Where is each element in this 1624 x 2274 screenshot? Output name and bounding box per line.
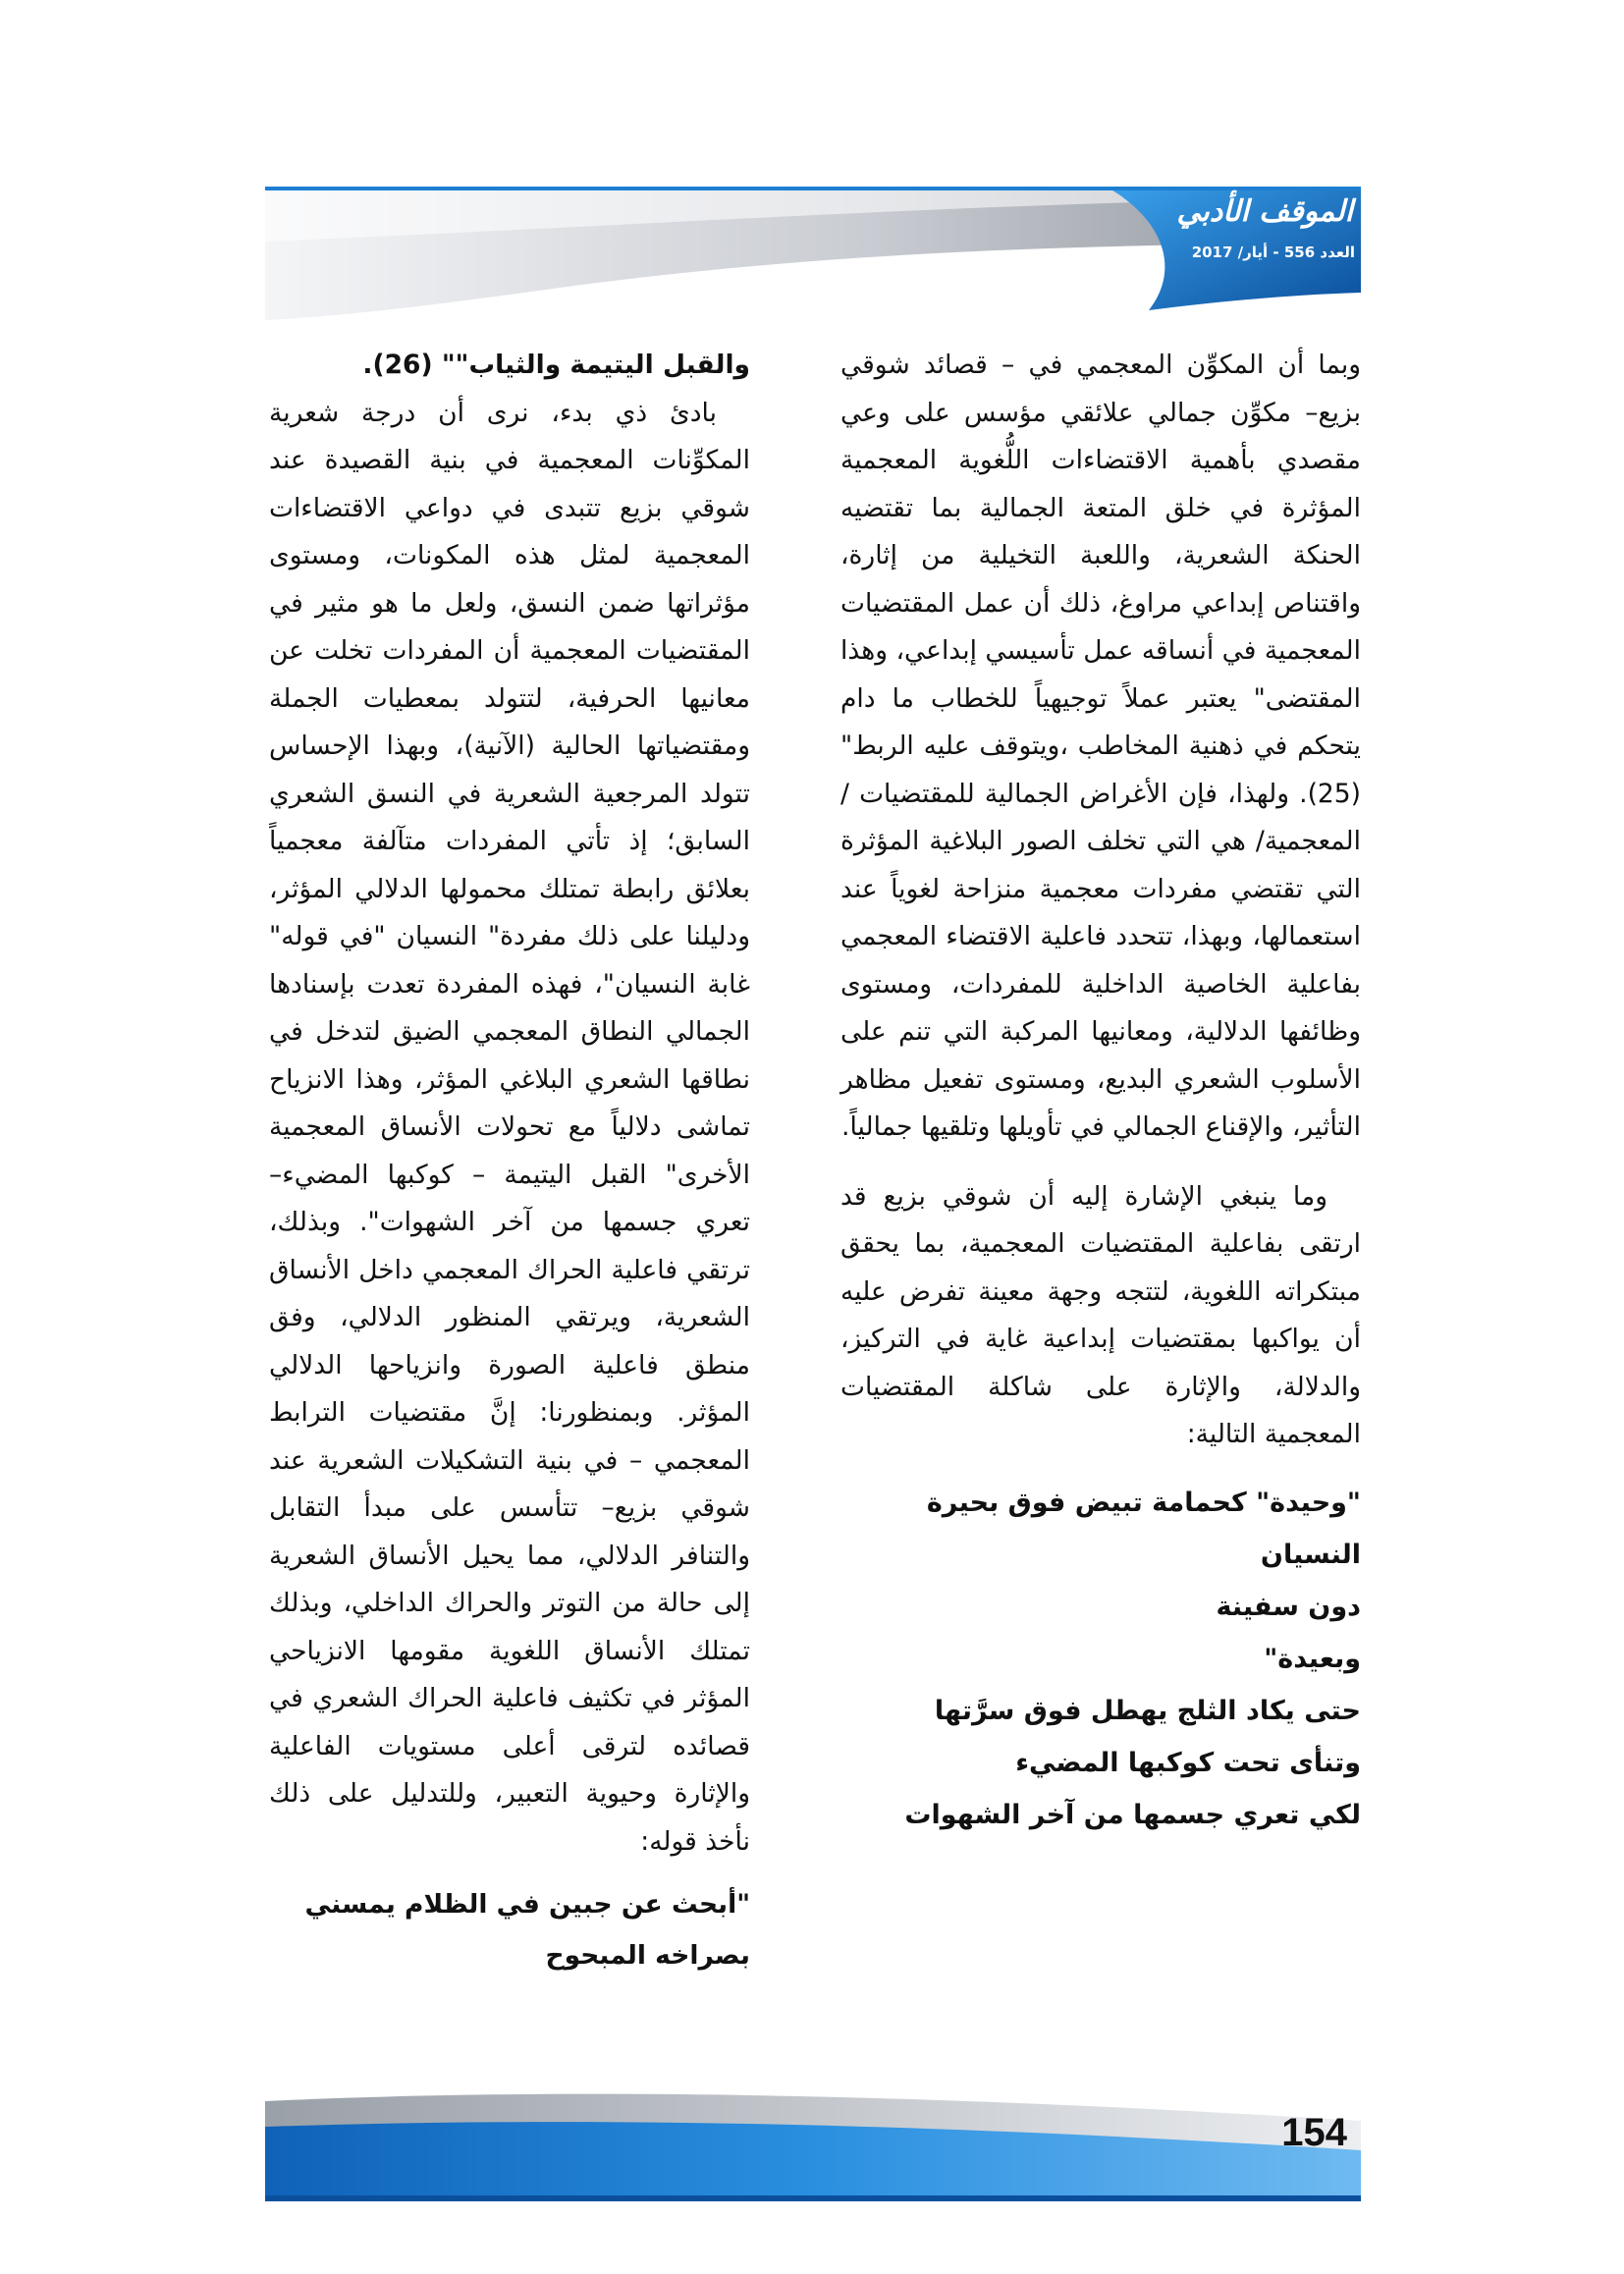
- quote-line: "أبحث عن جبين في الظلام يمسني: [304, 1889, 750, 1920]
- poem-line: وتنأى تحت كوكبها المضيء: [1015, 1747, 1361, 1778]
- left-paragraph: بادئ ذي بدء، نرى أن درجة شعرية المكوِّنات المعجمية في بنية القصيدة عند شوقي بزيع تتبدى في دواعي الاقتضاءات المعجمية لمثل هذه المكونات، ومستوى مؤثراتها ضمن النسق، ولعل ما هو مثير في المقتضيات المعجمية أن المفردات تخلت عن معانيها الحرفية، لتتولد بمعطيات الجملة ومقتضياتها الحالية (الآنية)، وبهذا الإحساس تتولد المرجعية الشعرية في النسق الشعري السابق؛ إذ تأتي المفردات متآلفة معجمياً بعلائق رابطة تمتلك محمولها الدلالي المؤثر، ودليلنا على ذلك مفردة" النسيان "في قوله" غابة النسيان"، فهذه المفردة تعدت بإسنادها الجمالي النطاق المعجمي الضيق لتدخل في نطاقها الشعري البلاغي المؤثر، وهذا الانزياح تماشى دلالياً مع تحولات الأنساق المعجمية الأخرى" القبل اليتيمة – كوكبها المضيء– تعري جسمها من آخر الشهوات". وبذلك، ترتقي فاعلية الحراك المعجمي داخل الأنساق الشعرية، ويرتقي المنظور الدلالي، وفق منطق فاعلية الصورة وانزياحها الدلالي المؤثر. وبمنظورنا: إنَّ مقتضيات الترابط المعجمي – في بنية التشكيلات الشعرية عند شوقي بزيع– تتأسس على مبدأ التقابل والتنافر الدلالي، مما يحيل الأنساق الشعرية إلى حالة من التوتر والحراك الداخلي، وبذلك تمتلك الأنساق اللغوية مقومها الانزياحي المؤثر في تكثيف فاعلية الحراك الشعري في قصائده لترقى أعلى مستويات الفاعلية والإثارة وحيوية التعبير، وللتدليل على ذلك نأخذ قوله:: [269, 397, 750, 1857]
- poem-excerpt: [840, 1477, 1361, 1841]
- right-paragraph-1: وبما أن المكوِّن المعجمي في – قصائد شوقي بزيع– مكوِّن جمالي علائقي مؤسس على وعي مقصدي بأهمية الاقتضاءات اللُّغوية المعجمية المؤثرة في خلق المتعة الجمالية بما تقتضيه الحنكة الشعرية، واللعبة التخيلية من إثارة، واقتناص إبداعي مراوغ، ذلك أن عمل المقتضيات المعجمية في أنساقه عمل تأسيسي إبداعي، وهذا المقتضى" يعتبر عملاً توجيهياً للخطاب ما دام يتحكم في ذهنية المخاطب ،ويتوقف عليه الربط"(25). ولهذا، فإن الأغراض الجمالية للمقتضيات /المعجمية/ هي التي تخلف الصور البلاغية المؤثرة التي تقتضي مفردات معجمية منزاحة لغوياً عند استعمالها، وبهذا، تتحدد فاعلية الاقتضاء المعجمي بفاعلية الخاصية الداخلية للمفردات، ومستوى وظائفها الدلالية، ومعانيها المركبة التي تنم على الأسلوب الشعري البديع، ومستوى تفعيل مظاهر التأثير، والإقناع الجمالي في تأويلها وتلقيها جمالياً.: [840, 350, 1361, 1142]
- left-opening-line: والقبل اليتيمة والثياب"" (26).: [362, 350, 750, 380]
- footer-swoosh-graphic: [265, 2082, 1361, 2203]
- right-column: [840, 342, 1361, 1841]
- quote-line: بصراخه المبحوح: [545, 1940, 750, 1971]
- poem-line: دون سفينة: [1216, 1591, 1361, 1622]
- issue-label: العدد 556 - أيار/ 2017: [1191, 244, 1355, 261]
- left-column: [269, 342, 750, 1981]
- right-paragraph-2: وما ينبغي الإشارة إليه أن شوقي بزيع قد ارتقى بفاعلية المقتضيات المعجمية، بما يحقق مبتكراته اللغوية، لتتجه وجهة معينة تفرض عليه أن يواكبها بمقتضيات إبداعية غاية في التركيز، والدلالة، والإثارة على شاكلة المقتضيات المعجمية التالية:: [840, 1180, 1361, 1449]
- page-header: [265, 185, 1361, 324]
- poem-line: النسيان: [1260, 1539, 1361, 1570]
- poem-line: "وحيدة" كحمامة تبيض فوق بحيرة: [926, 1487, 1361, 1518]
- poem-line: لكي تعري جسمها من آخر الشهوات: [904, 1799, 1361, 1830]
- page-footer: [265, 2082, 1361, 2203]
- page-number: 154: [1281, 2111, 1347, 2154]
- magazine-logo: الموقف الأدبي: [1176, 194, 1353, 229]
- poem-line: حتى يكاد الثلج يهطل فوق سرَّتها: [934, 1695, 1361, 1726]
- quote-excerpt: [269, 1879, 750, 1981]
- poem-line: وبعيدة": [1264, 1643, 1361, 1674]
